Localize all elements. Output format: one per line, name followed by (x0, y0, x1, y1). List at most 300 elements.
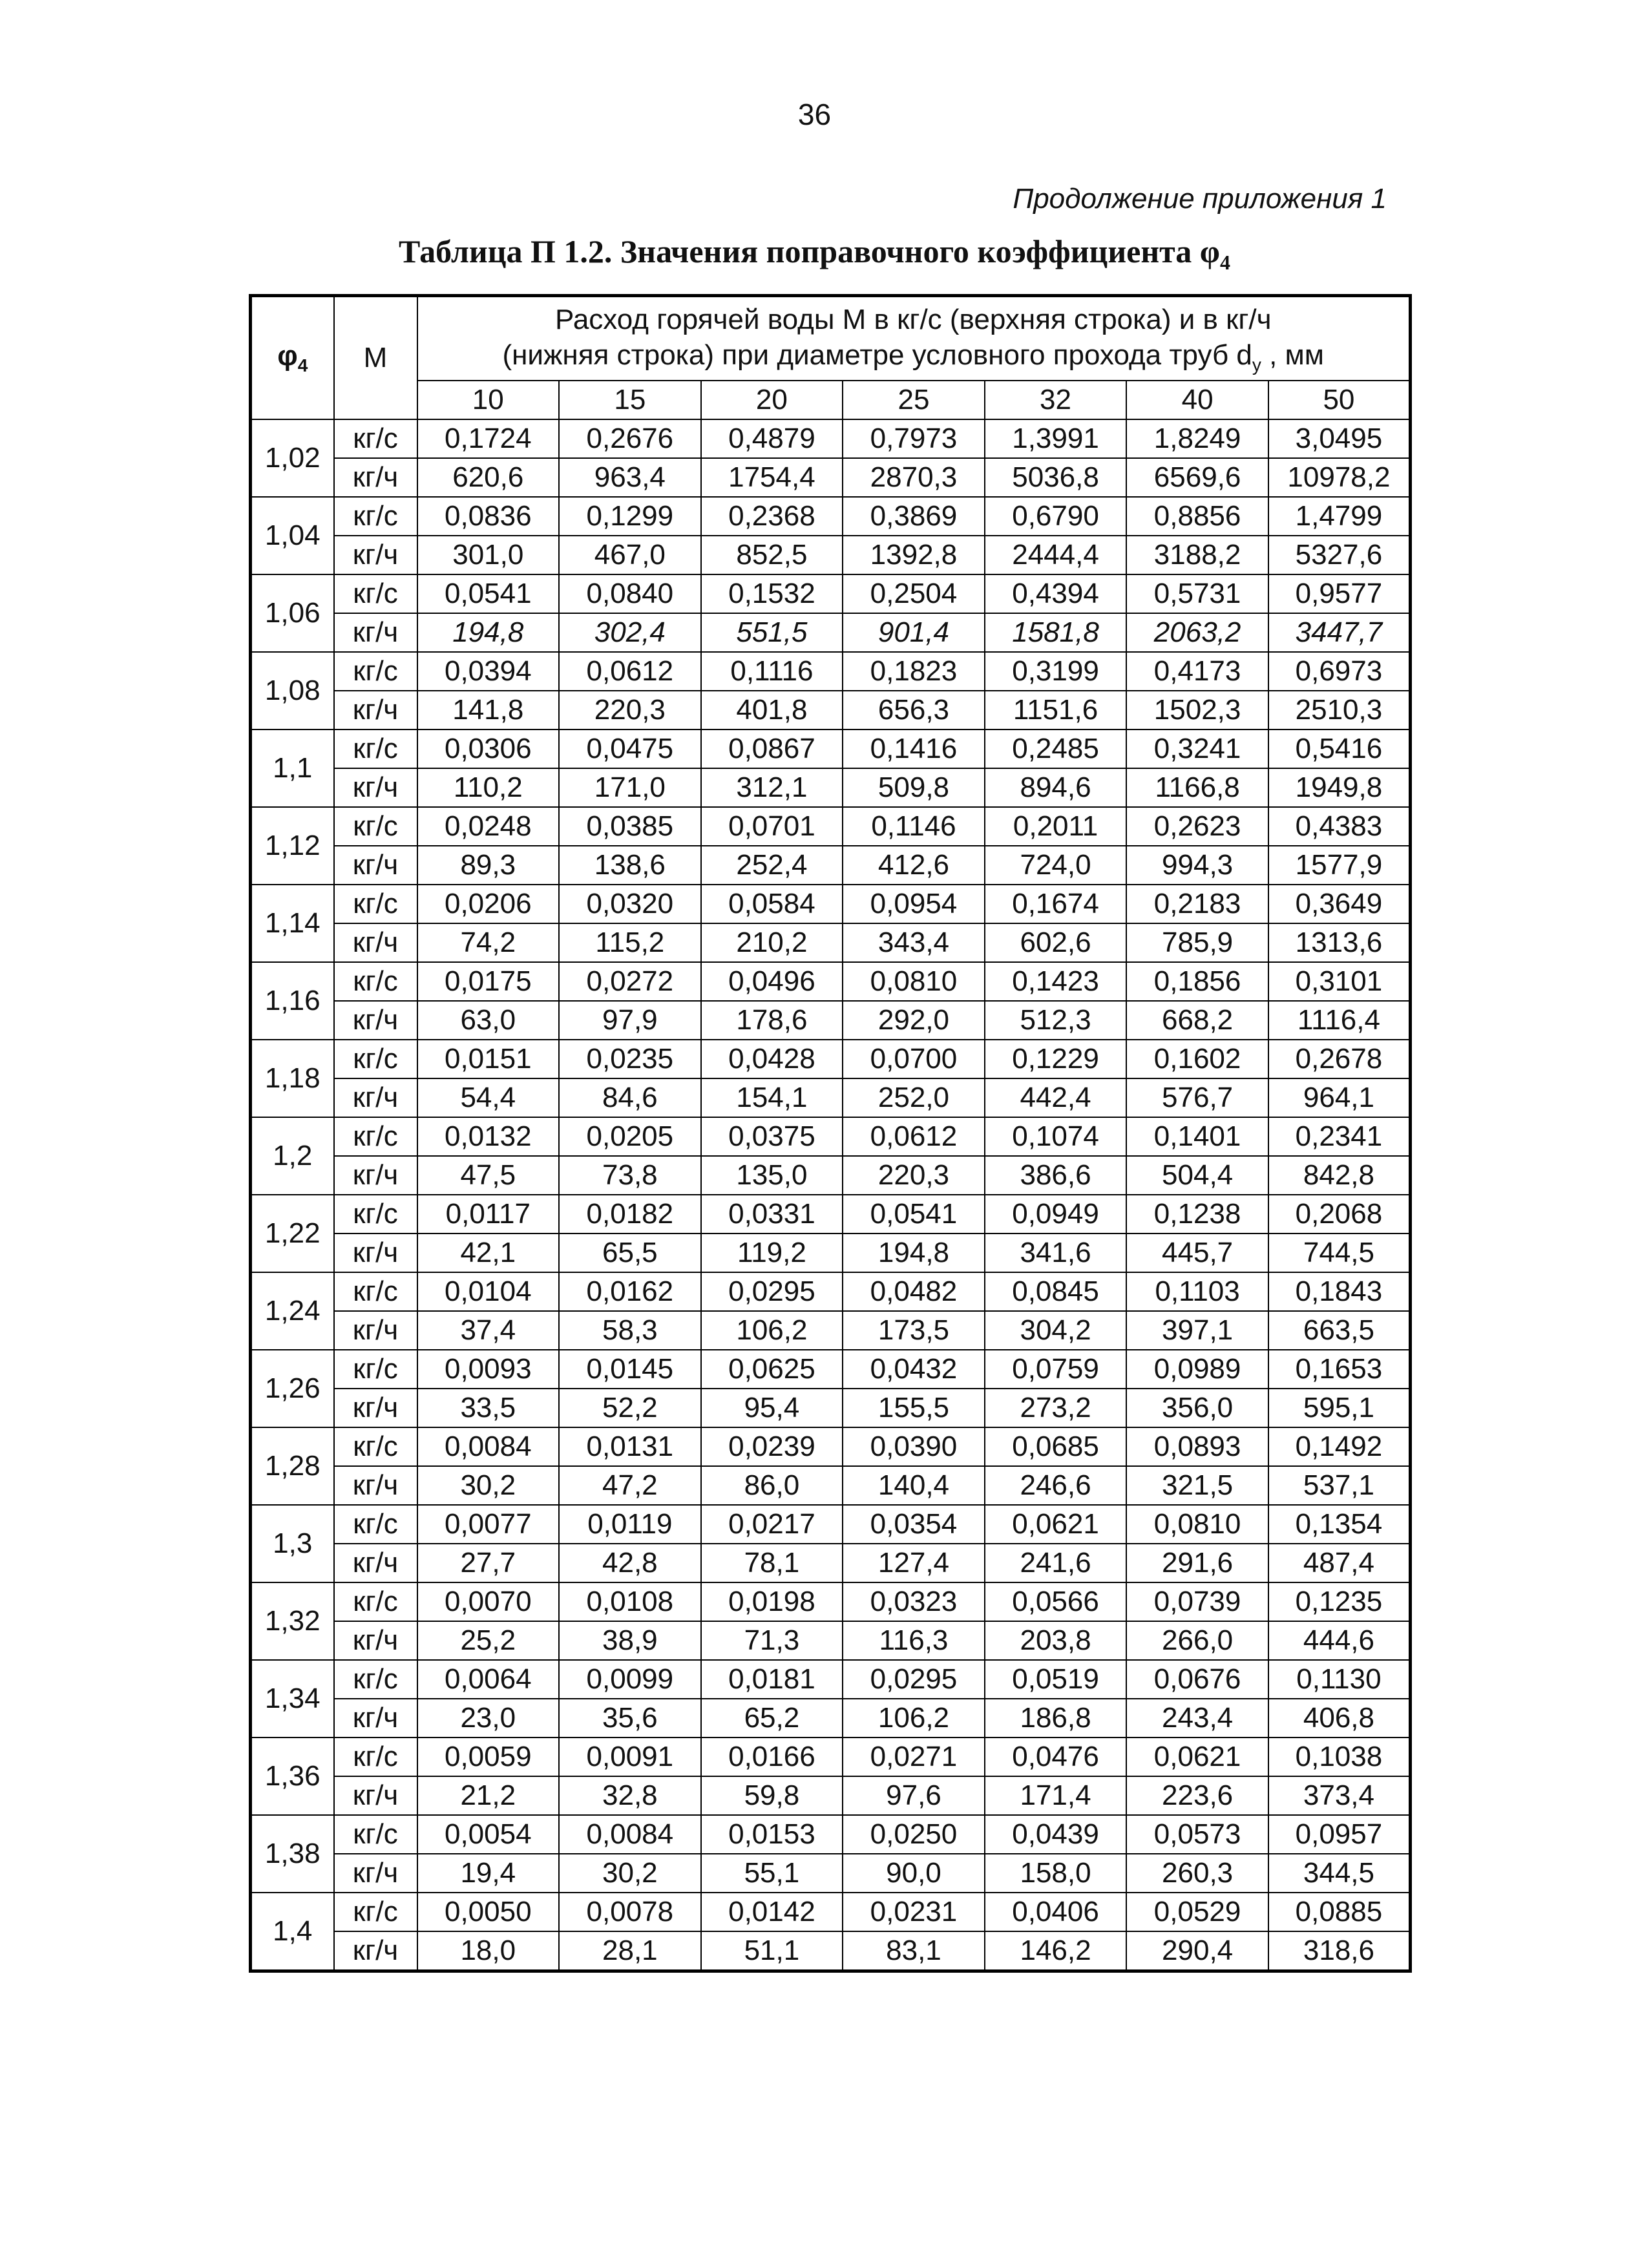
flow-value-cell: 0,0759 (985, 1350, 1127, 1389)
table-row (251, 730, 1411, 768)
flow-value-cell: 110,2 (417, 768, 560, 807)
flow-value-cell: 504,4 (1126, 1156, 1268, 1195)
flow-value-cell: 0,0701 (701, 807, 843, 846)
table-row (251, 1505, 1411, 1544)
table-row (251, 1621, 1411, 1660)
flow-value-cell: 115,2 (559, 923, 701, 962)
flow-value-cell: 406,8 (1268, 1699, 1411, 1738)
flow-value-cell: 0,6973 (1268, 652, 1411, 691)
table-row (251, 1350, 1411, 1389)
table-row (251, 1001, 1411, 1040)
flow-value-cell: 0,0584 (701, 885, 843, 923)
continuation-note: Продолжение приложения 1 (1013, 183, 1387, 215)
flow-value-cell: 223,6 (1126, 1776, 1268, 1815)
table-title (0, 233, 1629, 275)
flow-value-cell: 119,2 (701, 1234, 843, 1272)
table-title-subscript: 4 (1220, 251, 1230, 274)
flow-value-cell: 0,0949 (985, 1195, 1127, 1234)
table-row (251, 1389, 1411, 1427)
phi-value-cell: 1,04 (251, 497, 334, 574)
table-row (251, 1117, 1411, 1156)
phi-value-cell: 1,3 (251, 1505, 334, 1582)
flow-value-cell: 0,1354 (1268, 1505, 1411, 1544)
flow-value-cell: 397,1 (1126, 1311, 1268, 1350)
flow-value-cell: 0,0250 (843, 1815, 985, 1854)
flow-value-cell: 0,1532 (701, 574, 843, 613)
table-row (251, 1272, 1411, 1311)
flow-value-cell: 59,8 (701, 1776, 843, 1815)
flow-value-cell: 0,6790 (985, 497, 1127, 536)
flow-value-cell: 0,0320 (559, 885, 701, 923)
flow-value-cell: 0,0810 (843, 962, 985, 1001)
table-row (251, 1931, 1411, 1971)
flow-value-cell: 0,3241 (1126, 730, 1268, 768)
flow-value-cell: 444,6 (1268, 1621, 1411, 1660)
flow-value-cell: 1,3991 (985, 419, 1127, 458)
flow-value-cell: 38,9 (559, 1621, 701, 1660)
flow-value-cell: 0,0108 (559, 1582, 701, 1621)
unit-label-cell: кг/с (334, 574, 417, 613)
flow-value-cell: 412,6 (843, 846, 985, 885)
flow-value-cell: 127,4 (843, 1544, 985, 1582)
phi-header-symbol: φ (277, 339, 298, 372)
flow-description-line1: Расход горячей воды M в кг/с (верхняя строка) и в кг/ч (554, 303, 1272, 335)
unit-label-cell: кг/с (334, 1738, 417, 1776)
flow-value-cell: 0,5416 (1268, 730, 1411, 768)
flow-value-cell: 1313,6 (1268, 923, 1411, 962)
flow-value-cell: 220,3 (843, 1156, 985, 1195)
flow-value-cell: 140,4 (843, 1466, 985, 1505)
unit-label-cell: кг/ч (334, 1931, 417, 1971)
flow-value-cell: 341,6 (985, 1234, 1127, 1272)
flow-value-cell: 0,0621 (985, 1505, 1127, 1544)
unit-label-cell: кг/с (334, 730, 417, 768)
flow-value-cell: 97,9 (559, 1001, 701, 1040)
flow-value-cell: 304,2 (985, 1311, 1127, 1350)
flow-value-cell: 0,0306 (417, 730, 560, 768)
flow-value-cell: 0,0541 (843, 1195, 985, 1234)
table-row (251, 574, 1411, 613)
flow-value-cell: 52,2 (559, 1389, 701, 1427)
flow-value-cell: 0,0331 (701, 1195, 843, 1234)
flow-value-cell: 1502,3 (1126, 691, 1268, 730)
flow-value-cell: 23,0 (417, 1699, 560, 1738)
flow-value-cell: 0,1146 (843, 807, 985, 846)
flow-value-cell: 0,0840 (559, 574, 701, 613)
flow-value-cell: 220,3 (559, 691, 701, 730)
flow-value-cell: 0,0077 (417, 1505, 560, 1544)
flow-value-cell: 0,0406 (985, 1893, 1127, 1931)
flow-value-cell: 0,0573 (1126, 1815, 1268, 1854)
flow-value-cell: 0,9577 (1268, 574, 1411, 613)
unit-label-cell: кг/с (334, 885, 417, 923)
flow-value-cell: 51,1 (701, 1931, 843, 1971)
flow-value-cell: 47,2 (559, 1466, 701, 1505)
flow-value-cell: 0,0182 (559, 1195, 701, 1234)
unit-label-cell: кг/с (334, 807, 417, 846)
flow-value-cell: 0,0810 (1126, 1505, 1268, 1544)
flow-value-cell: 0,1856 (1126, 962, 1268, 1001)
flow-value-cell: 63,0 (417, 1001, 560, 1040)
flow-value-cell: 0,0621 (1126, 1738, 1268, 1776)
flow-value-cell: 252,0 (843, 1078, 985, 1117)
correction-coefficient-table (249, 294, 1412, 1973)
phi-value-cell: 1,2 (251, 1117, 334, 1195)
flow-value-cell: 0,0206 (417, 885, 560, 923)
table-row (251, 885, 1411, 923)
phi-value-cell: 1,08 (251, 652, 334, 730)
flow-value-cell: 0,2504 (843, 574, 985, 613)
flow-value-cell: 0,0541 (417, 574, 560, 613)
flow-value-cell: 3,0495 (1268, 419, 1411, 458)
flow-value-cell: 0,0084 (559, 1815, 701, 1854)
flow-value-cell: 135,0 (701, 1156, 843, 1195)
flow-value-cell: 6569,6 (1126, 458, 1268, 497)
flow-value-cell: 0,4879 (701, 419, 843, 458)
flow-value-cell: 442,4 (985, 1078, 1127, 1117)
phi-value-cell: 1,22 (251, 1195, 334, 1272)
flow-value-cell: 0,0323 (843, 1582, 985, 1621)
flow-value-cell: 0,1038 (1268, 1738, 1411, 1776)
flow-value-cell: 0,0248 (417, 807, 560, 846)
flow-value-cell: 194,8 (417, 613, 560, 652)
flow-value-cell: 0,1299 (559, 497, 701, 536)
flow-value-cell: 0,3869 (843, 497, 985, 536)
table-row (251, 1544, 1411, 1582)
flow-value-cell: 0,0271 (843, 1738, 985, 1776)
flow-value-cell: 0,2485 (985, 730, 1127, 768)
flow-value-cell: 0,0375 (701, 1117, 843, 1156)
flow-value-cell: 74,2 (417, 923, 560, 962)
table-row (251, 458, 1411, 497)
flow-value-cell: 154,1 (701, 1078, 843, 1117)
table-header-row (251, 296, 1411, 381)
flow-value-cell: 963,4 (559, 458, 701, 497)
flow-value-cell: 0,7973 (843, 419, 985, 458)
flow-value-cell: 0,3199 (985, 652, 1127, 691)
flow-value-cell: 373,4 (1268, 1776, 1411, 1815)
flow-value-cell: 0,0385 (559, 807, 701, 846)
phi-value-cell: 1,32 (251, 1582, 334, 1660)
flow-value-cell: 0,0685 (985, 1427, 1127, 1466)
flow-value-cell: 35,6 (559, 1699, 701, 1738)
unit-label-cell: кг/с (334, 1815, 417, 1854)
flow-value-cell: 0,0235 (559, 1040, 701, 1078)
flow-value-cell: 291,6 (1126, 1544, 1268, 1582)
flow-value-cell: 785,9 (1126, 923, 1268, 962)
unit-label-cell: кг/ч (334, 1621, 417, 1660)
phi-header-subscript: 4 (297, 355, 308, 375)
phi-value-cell: 1,26 (251, 1350, 334, 1427)
flow-value-cell: 1581,8 (985, 613, 1127, 652)
flow-value-cell: 42,8 (559, 1544, 701, 1582)
flow-value-cell: 273,2 (985, 1389, 1127, 1427)
flow-value-cell: 97,6 (843, 1776, 985, 1815)
flow-value-cell: 0,2368 (701, 497, 843, 536)
unit-label-cell: кг/с (334, 1427, 417, 1466)
diameter-header-row (251, 381, 1411, 419)
unit-label-cell: кг/ч (334, 1234, 417, 1272)
flow-value-cell: 210,2 (701, 923, 843, 962)
flow-description-subscript: y (1252, 354, 1261, 375)
table-row (251, 1311, 1411, 1350)
flow-value-cell: 0,0145 (559, 1350, 701, 1389)
flow-value-cell: 0,1823 (843, 652, 985, 691)
flow-value-cell: 78,1 (701, 1544, 843, 1582)
flow-value-cell: 83,1 (843, 1931, 985, 1971)
diameter-header: 40 (1126, 381, 1268, 419)
flow-value-cell: 0,0119 (559, 1505, 701, 1544)
table-row (251, 613, 1411, 652)
table-row (251, 923, 1411, 962)
table-row (251, 1040, 1411, 1078)
flow-value-cell: 0,1229 (985, 1040, 1127, 1078)
flow-value-cell: 0,2678 (1268, 1040, 1411, 1078)
unit-label-cell: кг/ч (334, 691, 417, 730)
phi-value-cell: 1,02 (251, 419, 334, 497)
flow-value-cell: 1166,8 (1126, 768, 1268, 807)
flow-value-cell: 21,2 (417, 1776, 560, 1815)
flow-value-cell: 0,1116 (701, 652, 843, 691)
flow-value-cell: 0,0181 (701, 1660, 843, 1699)
flow-value-cell: 1,8249 (1126, 419, 1268, 458)
flow-value-cell: 0,0989 (1126, 1350, 1268, 1389)
flow-value-cell: 173,5 (843, 1311, 985, 1350)
flow-value-cell: 668,2 (1126, 1001, 1268, 1040)
flow-value-cell: 25,2 (417, 1621, 560, 1660)
flow-value-cell: 744,5 (1268, 1234, 1411, 1272)
flow-value-cell: 0,0093 (417, 1350, 560, 1389)
unit-label-cell: кг/ч (334, 768, 417, 807)
flow-value-cell: 0,0625 (701, 1350, 843, 1389)
flow-value-cell: 18,0 (417, 1931, 560, 1971)
flow-value-cell: 0,0131 (559, 1427, 701, 1466)
flow-value-cell: 3188,2 (1126, 536, 1268, 574)
flow-value-cell: 964,1 (1268, 1078, 1411, 1117)
flow-value-cell: 0,1492 (1268, 1427, 1411, 1466)
table-row (251, 1660, 1411, 1699)
unit-label-cell: кг/с (334, 1582, 417, 1621)
table-row (251, 1582, 1411, 1621)
flow-value-cell: 656,3 (843, 691, 985, 730)
flow-value-cell: 0,0070 (417, 1582, 560, 1621)
flow-value-cell: 0,0217 (701, 1505, 843, 1544)
flow-value-cell: 0,0064 (417, 1660, 560, 1699)
flow-value-cell: 343,4 (843, 923, 985, 962)
flow-value-cell: 312,1 (701, 768, 843, 807)
flow-value-cell: 0,0476 (985, 1738, 1127, 1776)
flow-description-header (417, 296, 1411, 381)
flow-value-cell: 252,4 (701, 846, 843, 885)
phi-value-cell: 1,36 (251, 1738, 334, 1815)
flow-value-cell: 0,1103 (1126, 1272, 1268, 1311)
flow-value-cell: 0,0272 (559, 962, 701, 1001)
flow-value-cell: 186,8 (985, 1699, 1127, 1738)
flow-value-cell: 0,1074 (985, 1117, 1127, 1156)
flow-value-cell: 42,1 (417, 1234, 560, 1272)
flow-value-cell: 0,4394 (985, 574, 1127, 613)
flow-value-cell: 1392,8 (843, 536, 985, 574)
flow-value-cell: 0,0059 (417, 1738, 560, 1776)
flow-value-cell: 0,3649 (1268, 885, 1411, 923)
phi-value-cell: 1,24 (251, 1272, 334, 1350)
flow-value-cell: 0,0893 (1126, 1427, 1268, 1466)
flow-value-cell: 0,0050 (417, 1893, 560, 1931)
unit-label-cell: кг/ч (334, 923, 417, 962)
table-row (251, 1427, 1411, 1466)
phi-value-cell: 1,06 (251, 574, 334, 652)
table-row (251, 1234, 1411, 1272)
flow-value-cell: 0,2068 (1268, 1195, 1411, 1234)
flow-value-cell: 0,0295 (843, 1660, 985, 1699)
unit-label-cell: кг/с (334, 1040, 417, 1078)
diameter-header: 32 (985, 381, 1127, 419)
phi-value-cell: 1,38 (251, 1815, 334, 1893)
flow-value-cell: 19,4 (417, 1854, 560, 1893)
table-row (251, 962, 1411, 1001)
flow-value-cell: 0,0153 (701, 1815, 843, 1854)
flow-value-cell: 5327,6 (1268, 536, 1411, 574)
flow-value-cell: 0,4383 (1268, 807, 1411, 846)
flow-value-cell: 141,8 (417, 691, 560, 730)
flow-value-cell: 58,3 (559, 1311, 701, 1350)
table-body (251, 419, 1411, 1971)
flow-value-cell: 509,8 (843, 768, 985, 807)
flow-value-cell: 0,0836 (417, 497, 560, 536)
table-title-text: Таблица П 1.2. Значения поправочного коэффициента φ (399, 233, 1220, 269)
flow-value-cell: 0,0104 (417, 1272, 560, 1311)
table-row (251, 536, 1411, 574)
flow-value-cell: 0,0231 (843, 1893, 985, 1931)
table-row (251, 1776, 1411, 1815)
flow-value-cell: 146,2 (985, 1931, 1127, 1971)
flow-value-cell: 292,0 (843, 1001, 985, 1040)
table-row (251, 1195, 1411, 1234)
unit-label-cell: кг/ч (334, 1389, 417, 1427)
flow-value-cell: 0,1843 (1268, 1272, 1411, 1311)
flow-value-cell: 344,5 (1268, 1854, 1411, 1893)
unit-label-cell: кг/с (334, 1350, 417, 1389)
unit-label-cell: кг/ч (334, 846, 417, 885)
flow-value-cell: 0,4173 (1126, 652, 1268, 691)
flow-value-cell: 0,8856 (1126, 497, 1268, 536)
table-row (251, 1466, 1411, 1505)
flow-value-cell: 0,3101 (1268, 962, 1411, 1001)
unit-label-cell: кг/с (334, 1893, 417, 1931)
unit-label-cell: кг/ч (334, 613, 417, 652)
flow-value-cell: 246,6 (985, 1466, 1127, 1505)
flow-value-cell: 30,2 (559, 1854, 701, 1893)
flow-value-cell: 994,3 (1126, 846, 1268, 885)
flow-value-cell: 842,8 (1268, 1156, 1411, 1195)
flow-value-cell: 537,1 (1268, 1466, 1411, 1505)
flow-value-cell: 71,3 (701, 1621, 843, 1660)
flow-value-cell: 30,2 (417, 1466, 560, 1505)
flow-value-cell: 0,0295 (701, 1272, 843, 1311)
table-row (251, 1815, 1411, 1854)
table-row (251, 807, 1411, 846)
flow-value-cell: 0,0432 (843, 1350, 985, 1389)
flow-value-cell: 65,2 (701, 1699, 843, 1738)
flow-value-cell: 0,0084 (417, 1427, 560, 1466)
flow-value-cell: 0,0739 (1126, 1582, 1268, 1621)
flow-value-cell: 116,3 (843, 1621, 985, 1660)
unit-label-cell: кг/ч (334, 1776, 417, 1815)
flow-value-cell: 2510,3 (1268, 691, 1411, 730)
phi-value-cell: 1,18 (251, 1040, 334, 1117)
flow-value-cell: 386,6 (985, 1156, 1127, 1195)
flow-value-cell: 0,1653 (1268, 1350, 1411, 1389)
unit-label-cell: кг/ч (334, 1001, 417, 1040)
flow-value-cell: 0,0151 (417, 1040, 560, 1078)
flow-value-cell: 0,0091 (559, 1738, 701, 1776)
phi-value-cell: 1,16 (251, 962, 334, 1040)
flow-value-cell: 2063,2 (1126, 613, 1268, 652)
flow-value-cell: 1116,4 (1268, 1001, 1411, 1040)
flow-value-cell: 0,2676 (559, 419, 701, 458)
flow-value-cell: 0,0054 (417, 1815, 560, 1854)
flow-value-cell: 73,8 (559, 1156, 701, 1195)
table-row (251, 1738, 1411, 1776)
m-header: M (334, 296, 417, 420)
flow-value-cell: 356,0 (1126, 1389, 1268, 1427)
flow-value-cell: 852,5 (701, 536, 843, 574)
phi-value-cell: 1,12 (251, 807, 334, 885)
phi-value-cell: 1,28 (251, 1427, 334, 1505)
phi-value-cell: 1,14 (251, 885, 334, 962)
flow-value-cell: 0,0867 (701, 730, 843, 768)
flow-value-cell: 512,3 (985, 1001, 1127, 1040)
flow-value-cell: 0,0475 (559, 730, 701, 768)
unit-label-cell: кг/с (334, 1117, 417, 1156)
flow-value-cell: 401,8 (701, 691, 843, 730)
flow-value-cell: 301,0 (417, 536, 560, 574)
unit-label-cell: кг/с (334, 652, 417, 691)
flow-value-cell: 0,0390 (843, 1427, 985, 1466)
flow-value-cell: 302,4 (559, 613, 701, 652)
unit-label-cell: кг/ч (334, 1699, 417, 1738)
table-row (251, 768, 1411, 807)
flow-value-cell: 0,2623 (1126, 807, 1268, 846)
flow-value-cell: 0,2011 (985, 807, 1127, 846)
flow-value-cell: 0,0700 (843, 1040, 985, 1078)
flow-value-cell: 0,0205 (559, 1117, 701, 1156)
flow-value-cell: 467,0 (559, 536, 701, 574)
unit-label-cell: кг/ч (334, 1311, 417, 1350)
flow-value-cell: 445,7 (1126, 1234, 1268, 1272)
flow-value-cell: 90,0 (843, 1854, 985, 1893)
flow-value-cell: 290,4 (1126, 1931, 1268, 1971)
flow-value-cell: 602,6 (985, 923, 1127, 962)
flow-value-cell: 901,4 (843, 613, 985, 652)
phi-value-cell: 1,4 (251, 1893, 334, 1971)
table-row (251, 846, 1411, 885)
flow-value-cell: 241,6 (985, 1544, 1127, 1582)
flow-value-cell: 0,2183 (1126, 885, 1268, 923)
flow-value-cell: 894,6 (985, 768, 1127, 807)
flow-value-cell: 0,1416 (843, 730, 985, 768)
flow-value-cell: 0,1423 (985, 962, 1127, 1001)
flow-value-cell: 1,4799 (1268, 497, 1411, 536)
flow-value-cell: 89,3 (417, 846, 560, 885)
unit-label-cell: кг/ч (334, 1156, 417, 1195)
flow-value-cell: 243,4 (1126, 1699, 1268, 1738)
flow-value-cell: 318,6 (1268, 1931, 1411, 1971)
flow-value-cell: 0,0117 (417, 1195, 560, 1234)
flow-value-cell: 0,5731 (1126, 574, 1268, 613)
flow-value-cell: 620,6 (417, 458, 560, 497)
flow-value-cell: 0,0519 (985, 1660, 1127, 1699)
